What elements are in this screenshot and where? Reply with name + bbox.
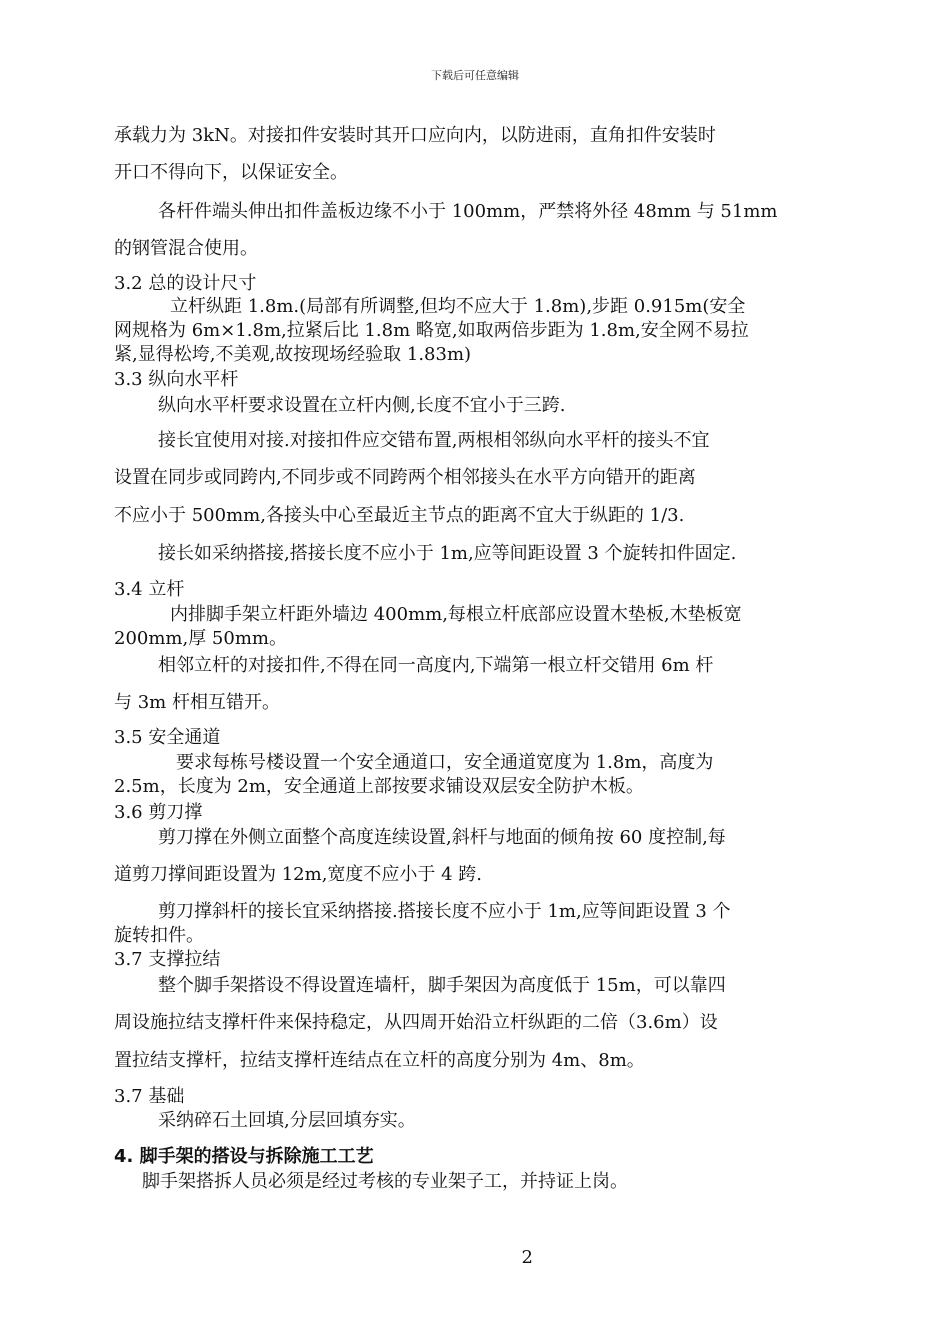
text-line: 采纳碎石土回填,分层回填夯实。 xyxy=(158,1110,416,1131)
section-heading: 3.7 基础 xyxy=(114,1086,185,1107)
text-line: 置拉结支撑杆，拉结支撑杆连结点在立杆的高度分别为 4m、8m。 xyxy=(114,1050,645,1071)
text-line: 脚手架搭拆人员必须是经过考核的专业架子工，并持证上岗。 xyxy=(142,1171,628,1192)
text-line: 网规格为 6m×1.8m,拉紧后比 1.8m 略宽,如取两倍步距为 1.8m,安全网不易拉 xyxy=(114,320,749,341)
text-line: 整个脚手架搭设不得设置连墙杆，脚手架因为高度低于 15m，可以靠四 xyxy=(158,975,726,996)
text-line: 与 3m 杆相互错开。 xyxy=(114,692,280,713)
text-line: 200mm,厚 50mm。 xyxy=(114,628,287,649)
text-line: 纵向水平杆要求设置在立杆内侧,长度不宜小于三跨. xyxy=(158,395,566,416)
section-heading: 3.5 安全通道 xyxy=(114,727,221,748)
text-line: 剪刀撑在外侧立面整个高度连续设置,斜杆与地面的倾角按 60 度控制,每 xyxy=(158,827,726,848)
text-line: 各杆件端头伸出扣件盖板边缘不小于 100mm，严禁将外径 48mm 与 51mm xyxy=(158,201,778,222)
text-line: 立杆纵距 1.8m.(局部有所调整,但均不应大于 1.8m),步距 0.915m(安全 xyxy=(170,296,746,317)
text-line: 周设施拉结支撑杆件来保持稳定，从四周开始沿立杆纵距的二倍（3.6m）设 xyxy=(114,1012,718,1033)
section-heading: 3.3 纵向水平杆 xyxy=(114,369,239,390)
section-heading: 3.4 立杆 xyxy=(114,579,185,600)
section-heading: 3.2 总的设计尺寸 xyxy=(114,273,257,294)
page-header: 下载后可任意编辑 xyxy=(431,69,519,82)
text-line: 旋转扣件。 xyxy=(114,925,204,946)
text-line: 道剪刀撑间距设置为 12m,宽度不应小于 4 跨. xyxy=(114,864,483,885)
text-line: 的钢管混合使用。 xyxy=(114,238,258,259)
text-line: 开口不得向下，以保证安全。 xyxy=(114,162,348,183)
text-line: 2.5m，长度为 2m，安全通道上部按要求铺设双层安全防护木板。 xyxy=(114,776,644,797)
text-line: 紧,显得松垮,不美观,故按现场经验取 1.83m) xyxy=(114,344,472,365)
section-heading: 3.6 剪刀撑 xyxy=(114,802,203,823)
page-number: 2 xyxy=(521,1247,533,1268)
text-line: 内排脚手架立杆距外墙边 400mm,每根立杆底部应设置木垫板,木垫板宽 xyxy=(170,604,742,625)
section-heading: 3.7 支撑拉结 xyxy=(114,949,221,970)
chapter-heading: 4. 脚手架的搭设与拆除施工工艺 xyxy=(114,1146,374,1167)
text-line: 不应小于 500mm,各接头中心至最近主节点的距离不宜大于纵距的 1/3. xyxy=(114,505,685,526)
text-line: 要求每栋号楼设置一个安全通道口，安全通道宽度为 1.8m，高度为 xyxy=(176,752,714,773)
text-line: 接长宜使用对接.对接扣件应交错布置,两根相邻纵向水平杆的接头不宜 xyxy=(158,430,710,451)
text-line: 相邻立杆的对接扣件,不得在同一高度内,下端第一根立杆交错用 6m 杆 xyxy=(158,655,714,676)
text-line: 设置在同步或同跨内,不同步或不同跨两个相邻接头在水平方向错开的距离 xyxy=(114,467,696,488)
text-line: 承载力为 3kN。对接扣件安装时其开口应向内，以防进雨，直角扣件安装时 xyxy=(114,125,716,146)
text-line: 接长如采纳搭接,搭接长度不应小于 1m,应等间距设置 3 个旋转扣件固定. xyxy=(158,543,737,564)
text-line: 剪刀撑斜杆的接长宜采纳搭接.搭接长度不应小于 1m,应等间距设置 3 个 xyxy=(158,901,731,922)
